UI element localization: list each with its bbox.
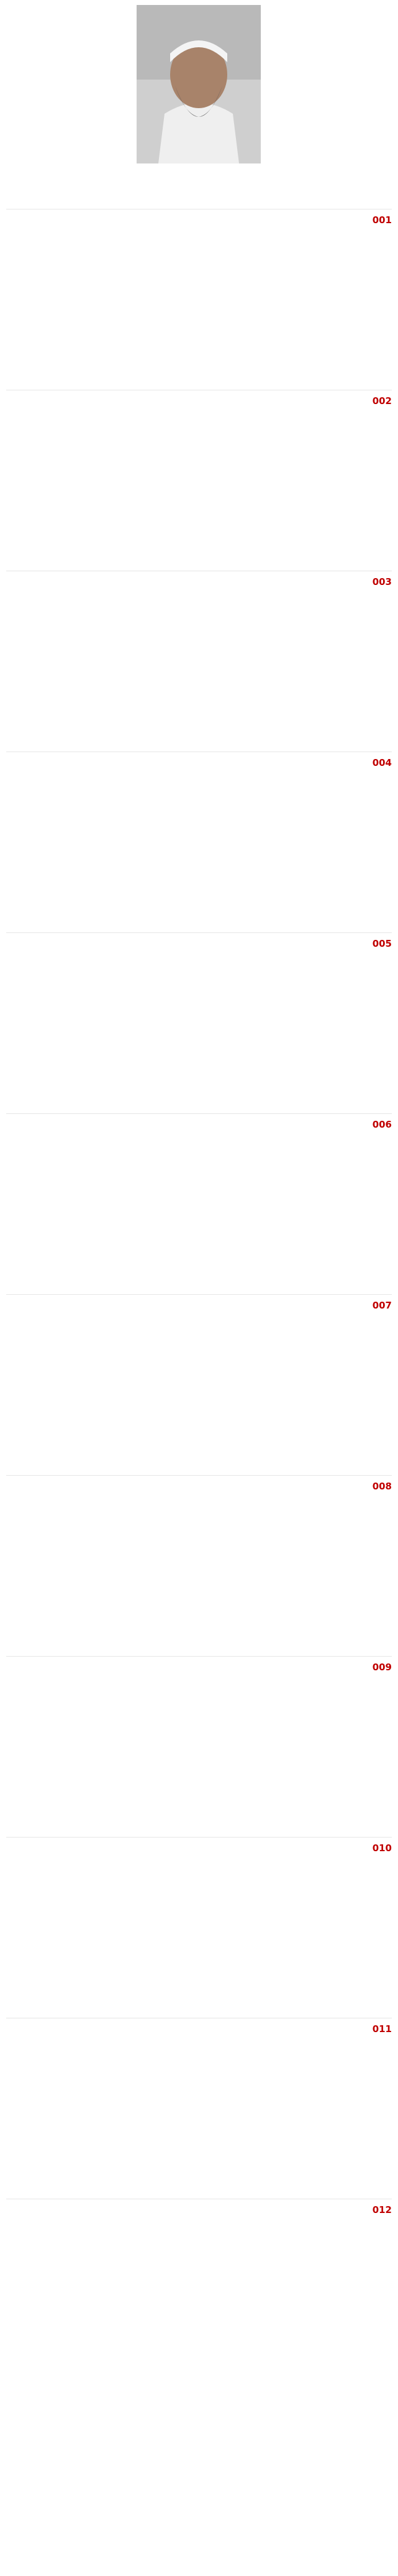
question-number: 012	[372, 2204, 392, 2215]
date-line	[0, 184, 398, 200]
qa-entry	[6, 1475, 392, 1656]
question-number: 011	[372, 2023, 392, 2035]
qa-entry	[6, 1837, 392, 2018]
author-portrait	[137, 5, 261, 163]
qa-entry	[6, 932, 392, 1113]
qa-article	[6, 209, 392, 2551]
question-number: 007	[372, 1300, 392, 1311]
question-number: 005	[372, 938, 392, 949]
qa-entry	[6, 2199, 392, 2380]
question-number: 004	[372, 757, 392, 768]
question-number: 010	[372, 1842, 392, 1854]
qa-entry	[6, 752, 392, 932]
question-number: 009	[372, 1662, 392, 1673]
qa-entry	[6, 571, 392, 752]
question-number: 003	[372, 576, 392, 587]
question-number: 002	[372, 395, 392, 407]
qa-entry	[6, 1294, 392, 1475]
question-number: 006	[372, 1119, 392, 1130]
qa-entry	[6, 390, 392, 571]
qa-entry	[6, 1656, 392, 1837]
qa-entry	[6, 2018, 392, 2199]
question-number: 008	[372, 1481, 392, 1492]
portrait-caption	[0, 167, 398, 179]
qa-entry	[6, 1113, 392, 1294]
qa-entry	[6, 209, 392, 390]
question-number: 001	[372, 214, 392, 226]
